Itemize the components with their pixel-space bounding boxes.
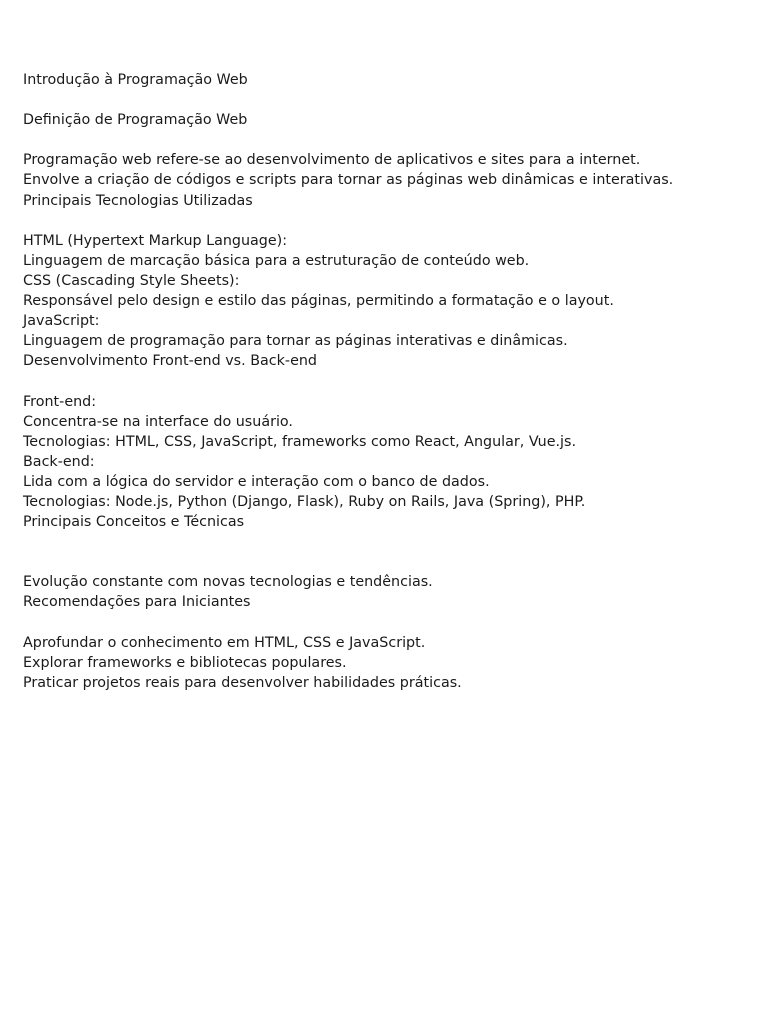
document-body	[23, 70, 743, 693]
definition-line: Envolve a criação de códigos e scripts para tornar as páginas web dinâmicas e interativas.	[23, 172, 674, 189]
definition-line: Programação web refere-se ao desenvolvimento de aplicativos e sites para a internet.	[23, 152, 641, 169]
dev-line: Back-end:	[23, 453, 95, 470]
blank-line	[23, 552, 743, 572]
dev-heading: Desenvolvimento Front-end vs. Back-end	[23, 353, 318, 370]
dev-line: Tecnologias: HTML, CSS, JavaScript, frameworks como React, Angular, Vue.js.	[23, 433, 577, 450]
dev-line: Front-end:	[23, 393, 97, 410]
recommendations-line: Aprofundar o conhecimento em HTML, CSS e JavaScript.	[23, 634, 426, 651]
technologies-line: CSS (Cascading Style Sheets):	[23, 272, 240, 289]
blank-line	[23, 130, 743, 150]
dev-line: Tecnologias: Node.js, Python (Django, Flask), Ruby on Rails, Java (Spring), PHP.	[23, 493, 586, 510]
technologies-line: Responsável pelo design e estilo das páginas, permitindo a formatação e o layout.	[23, 293, 614, 310]
recommendations-line: Praticar projetos reais para desenvolver habilidades práticas.	[23, 674, 462, 691]
technologies-line: Linguagem de marcação básica para a estruturação de conteúdo web.	[23, 252, 530, 269]
blank-line	[23, 613, 743, 633]
blank-line	[23, 211, 743, 231]
definition-heading: Definição de Programação Web	[23, 112, 248, 129]
technologies-line: HTML (Hypertext Markup Language):	[23, 232, 288, 249]
document-title: Introdução à Programação Web	[23, 72, 248, 88]
concepts-heading: Principais Conceitos e Técnicas	[23, 514, 245, 531]
blank-line	[23, 90, 743, 110]
evolution-line: Evolução constante com novas tecnologias e tendências.	[23, 574, 433, 591]
technologies-line: Linguagem de programação para tornar as páginas interativas e dinâmicas.	[23, 333, 568, 350]
technologies-line: JavaScript:	[23, 313, 100, 330]
dev-line: Lida com a lógica do servidor e interação com o banco de dados.	[23, 473, 490, 490]
blank-line	[23, 532, 743, 552]
recommendations-heading: Recomendações para Iniciantes	[23, 594, 251, 611]
recommendations-line: Explorar frameworks e bibliotecas populares.	[23, 654, 347, 671]
dev-line: Concentra-se na interface do usuário.	[23, 413, 293, 430]
technologies-heading: Principais Tecnologias Utilizadas	[23, 192, 253, 209]
blank-line	[23, 371, 743, 391]
